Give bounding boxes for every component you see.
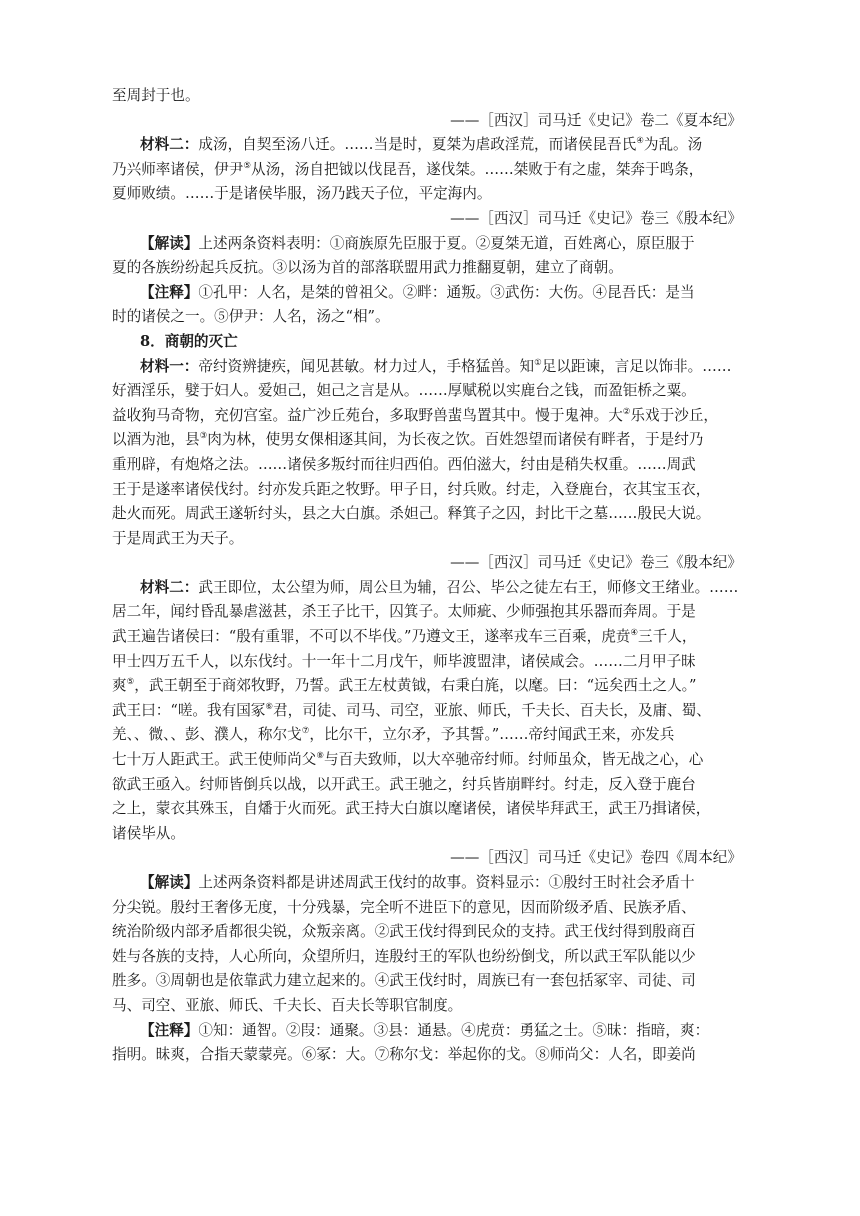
footnote-marker: ① bbox=[534, 357, 542, 368]
line-text: ①孔甲：人名，是桀的曾祖父。②畔：通叛。③武伤：大伤。④昆吾氏：是当 bbox=[198, 283, 695, 301]
line-text: 羌、、微、、彭、濮人，称尔戈 bbox=[112, 726, 302, 744]
line-text: 成汤，自契至汤八迁。……当是时，夏桀为虐政淫荒，而诸侯昆吾氏 bbox=[198, 136, 637, 154]
text-line bbox=[112, 797, 742, 822]
line-text: 上述两条资料表明：①商族原先臣服于夏。②夏桀无道，百姓离心，原臣服于 bbox=[198, 234, 695, 252]
line-text: ——［西汉］司马迁《史记》卷三《殷本纪》 bbox=[450, 209, 742, 227]
text-line bbox=[112, 920, 742, 945]
footnote-marker: ⑧ bbox=[316, 751, 324, 762]
line-text: 统治阶级内部矛盾都很尖锐，众叛亲离。②武王伐纣得到民众的支持。武王伐纣得到殷商百 bbox=[112, 923, 696, 941]
text-line bbox=[112, 453, 742, 478]
text-line bbox=[112, 428, 742, 453]
line-text: 从汤，汤自把钺以伐昆吾，遂伐桀。……桀败于有之虚，桀奔于鸣条， bbox=[250, 160, 704, 178]
bold-label: 【解读】 bbox=[140, 874, 199, 891]
line-text: 乃兴师率诸侯，伊尹 bbox=[112, 160, 244, 178]
line-text: 时的诸侯之一。⑤伊尹：人名，汤之“相”。 bbox=[112, 308, 390, 326]
text-line bbox=[112, 281, 742, 306]
bold-label: 材料二： bbox=[140, 136, 199, 154]
line-text: 爽 bbox=[112, 677, 127, 695]
line-text: 君，司徒、司马、司空，亚旅、师氏，千夫长、百夫长，及庸、蜀、 bbox=[273, 701, 711, 719]
line-text: 王于是遂率诸侯伐纣。纣亦发兵距之牧野。甲子日，纣兵败。纣走，入登鹿台，衣其宝玉衣， bbox=[112, 480, 711, 498]
text-line bbox=[112, 773, 742, 798]
source-citation bbox=[112, 846, 742, 871]
line-text: 三千人， bbox=[638, 628, 697, 646]
line-text: 武王遍告诸侯曰：“殷有重罪，不可以不毕伐。”乃遵文王，遂率戎车三百乘，虎贲 bbox=[112, 628, 631, 646]
line-text: 乐戏于沙丘， bbox=[630, 406, 718, 424]
text-line bbox=[112, 502, 742, 527]
bold-label: 【解读】 bbox=[140, 234, 199, 252]
document-page bbox=[112, 84, 742, 1068]
line-text: 夏师败绩。……于是诸侯毕服，汤乃践天子位，平定海内。 bbox=[112, 185, 492, 203]
footnote-marker: ⑤ bbox=[126, 677, 135, 688]
line-text: 诸侯毕从。 bbox=[112, 824, 185, 842]
line-text: 七十万人距武王。武王使师尚父 bbox=[112, 751, 317, 769]
text-line bbox=[112, 1019, 742, 1044]
line-text: 欲武王亟入。纣师皆倒兵以战，以开武王。武王驰之，纣兵皆崩畔纣。纣走，反入登于鹿台 bbox=[112, 775, 696, 793]
line-text: 好酒淫乐，嬖于妇人。爱妲己，妲己之言是从。……厚赋税以实鹿台之钱，而盈钜桥之粟。 bbox=[112, 382, 696, 400]
bold-label: 材料一： bbox=[140, 357, 199, 375]
text-line bbox=[112, 1043, 742, 1068]
text-line bbox=[112, 945, 742, 970]
line-text: 夏的各族纷纷起兵反抗。③以汤为首的部落联盟用武力推翻夏朝，建立了商朝。 bbox=[112, 259, 623, 277]
line-text: 武王曰：“嗟。我有国冢 bbox=[112, 701, 266, 719]
line-text: 至周封于也。 bbox=[112, 87, 200, 104]
text-line bbox=[112, 379, 742, 404]
text-line bbox=[112, 404, 742, 429]
bold-label: 8．商朝的灭亡 bbox=[140, 332, 238, 350]
line-text: 与百夫致师，以大卒驰帝纣师。纣师虽众，皆无战之心，心 bbox=[323, 751, 704, 769]
line-text: ——［西汉］司马迁《史记》卷三《殷本纪》 bbox=[450, 554, 742, 572]
footnote-marker: ④ bbox=[636, 136, 644, 147]
text-line bbox=[112, 305, 742, 330]
text-line bbox=[112, 84, 742, 109]
line-text: 之上，蒙衣其殊玉，自燔于火而死。武王持大白旗以麾诸侯，诸侯毕拜武王，武王乃揖诸侯， bbox=[112, 800, 711, 818]
bold-label: 【注释】 bbox=[140, 1021, 199, 1039]
text-line bbox=[112, 355, 742, 380]
text-line bbox=[112, 600, 742, 625]
footnote-marker: ② bbox=[622, 406, 631, 417]
text-line bbox=[112, 625, 742, 650]
line-text: ——［西汉］司马迁《史记》卷二《夏本纪》 bbox=[450, 111, 742, 129]
line-text: 居二年，闻纣昏乱暴虐滋甚，杀王子比干，囚箕子。太师疵、少师强抱其乐器而奔周。于是 bbox=[112, 603, 696, 621]
line-text: 以酒为池，县 bbox=[112, 431, 200, 449]
footnote-marker: ⑥ bbox=[265, 701, 274, 712]
text-line bbox=[112, 182, 742, 207]
source-citation bbox=[112, 109, 742, 134]
line-text: ，武王朝至于商郊牧野，乃誓。武王左杖黄钺，右秉白旄，以麾。曰：“远矣西土之人。” bbox=[134, 677, 697, 695]
footnote-marker: ③ bbox=[199, 431, 208, 442]
line-text: ，比尔干，立尔矛，予其誓。”……帝纣闻武王来，亦发兵 bbox=[309, 726, 675, 744]
line-text: 为乱。汤 bbox=[643, 136, 703, 154]
line-text: 武王即位，太公望为师，周公旦为辅，召公、毕公之徒左右王，师修文王绪业。…… bbox=[198, 578, 739, 596]
text-line bbox=[112, 232, 742, 257]
source-citation bbox=[112, 207, 742, 232]
line-text: 胜多。③周朝也是依靠武力建立起来的。④武王伐纣时，周族已有一套包括冢宰、司徒、司 bbox=[112, 972, 696, 990]
text-line bbox=[112, 674, 742, 699]
bold-label: 【注释】 bbox=[140, 283, 199, 301]
line-text: 姓与各族的支持，人心所向，众望所归，连殷纣王的军队也纷纷倒戈，所以武王军队能以少 bbox=[112, 947, 696, 965]
text-line bbox=[112, 723, 742, 748]
line-text: 重刑辟，有炮烙之法。……诸侯多叛纣而往归西伯。西伯滋大，纣由是稍失权重。……周武 bbox=[112, 455, 696, 473]
text-line bbox=[112, 699, 742, 724]
text-line bbox=[112, 256, 742, 281]
footnote-marker: ⑤ bbox=[243, 160, 251, 171]
text-line bbox=[112, 822, 742, 847]
line-text: 赴火而死。周武王遂斩纣头，县之大白旗。杀妲己。释箕子之囚，封比干之墓……殷民大说。 bbox=[112, 505, 711, 523]
line-text: 指明。昧爽，合指天蒙蒙亮。⑥冢：大。⑦称尔戈：举起你的戈。⑧师尚父：人名，即姜尚 bbox=[112, 1046, 696, 1064]
line-text: 分尖锐。殷纣王奢侈无度，十分残暴，完全听不进臣下的意见，因而阶级矛盾、民族矛盾、 bbox=[112, 898, 696, 916]
text-line bbox=[112, 133, 742, 158]
line-text: 肉为林，使男女倮相逐其间，为长夜之饮。百姓怨望而诸侯有畔者，于是纣乃 bbox=[207, 431, 704, 449]
bold-label: 材料二： bbox=[140, 578, 199, 596]
text-line bbox=[112, 650, 742, 675]
source-citation bbox=[112, 551, 742, 576]
text-line bbox=[112, 994, 742, 1019]
text-line bbox=[112, 896, 742, 921]
footnote-marker: ⑦ bbox=[301, 726, 310, 737]
text-line bbox=[112, 969, 742, 994]
text-line bbox=[112, 527, 742, 552]
line-text: ——［西汉］司马迁《史记》卷四《周本纪》 bbox=[450, 849, 742, 867]
line-text: 益收狗马奇物，充仞宫室。益广沙丘苑台，多取野兽蜚鸟置其中。慢于鬼神。大 bbox=[112, 406, 623, 424]
footnote-marker: ④ bbox=[630, 628, 639, 639]
line-text: 马、司空、亚旅、师氏、千夫长、百夫长等职官制度。 bbox=[112, 996, 463, 1014]
text-line bbox=[112, 871, 742, 896]
text-line bbox=[112, 576, 742, 601]
text-line bbox=[112, 748, 742, 773]
line-text: 足以距谏，言足以饰非。…… bbox=[541, 357, 732, 375]
line-text: 帝纣资辨捷疾，闻见甚敏。材力过人，手格猛兽。知 bbox=[198, 357, 535, 375]
text-line bbox=[112, 330, 742, 355]
text-line bbox=[112, 478, 742, 503]
line-text: 于是周武王为天子。 bbox=[112, 529, 244, 547]
line-text: 上述两条资料都是讲述周武王伐纣的故事。资料显示：①殷纣王时社会矛盾十 bbox=[198, 874, 695, 891]
line-text: 甲士四万五千人，以东伐纣。十一年十二月戊午，师毕渡盟津，诸侯咸会。……二月甲子昧 bbox=[112, 652, 696, 670]
text-line bbox=[112, 158, 742, 183]
line-text: ①知：通智。②叚：通聚。③县：通悬。④虎贲：勇猛之士。⑤昧：指暗，爽： bbox=[198, 1021, 710, 1039]
